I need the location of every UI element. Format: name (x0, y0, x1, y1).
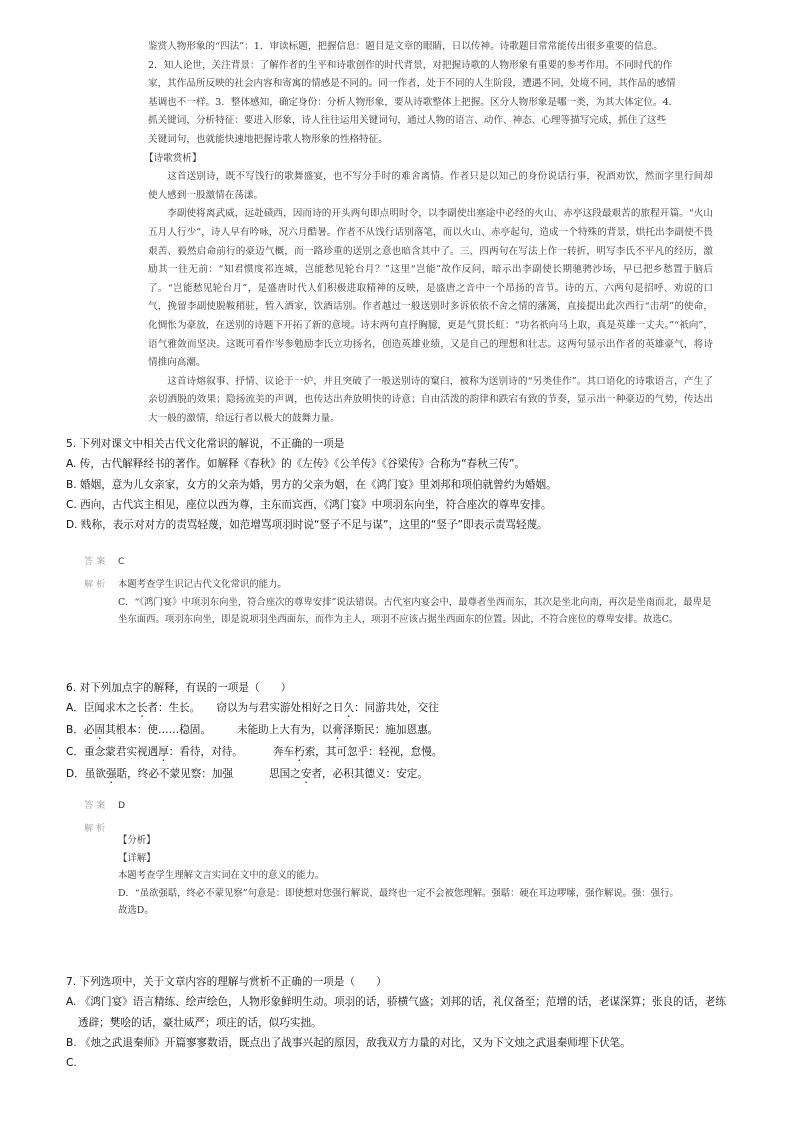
analysis-line: 基调也不一样。3．整体感知，确定身份：分析人物形象，要从诗歌整体上把握。区分人物形象是哪一类，为其大体定位。4． (148, 96, 679, 108)
option-b: B．必固其根本：使……稳固。 未能助上大有为，以膏泽斯民：施加恩惠。 (66, 724, 439, 737)
dotted-char: 强 (105, 768, 117, 781)
explanation-label: 解析 (84, 823, 109, 834)
dotted-char: 长 (136, 702, 148, 715)
dotted-char: 固 (94, 724, 106, 737)
analysis-block (144, 38, 713, 428)
question-stem: 5. 下列对课文中相关古代文化常识的解说，不正确的一项是 (66, 438, 345, 450)
option-b: B. 婚姻，意为儿女亲家，女方的父亲为婚，男方的父亲为姻，在《鸿门宴》里刘邦和项伯就曾约为婚姻。 (66, 478, 557, 491)
explanation-line: 故选D。 (118, 905, 154, 916)
option-d: D．虽欲强聒，终必不蒙见察：加强 思国之安者，必积其德义：安定。 (66, 768, 428, 781)
explanation-line: D．“虽欲强聒，终必不蒙见察”句意是：即使想对您强行解说，最终也一定不会被您理解。强聒：硬在耳边啰嗦，强作解说。强：强行。 (118, 887, 679, 899)
explanation-line: 【详解】 (118, 852, 156, 864)
answer-row-6 (84, 797, 125, 811)
answer-value: C (118, 556, 125, 567)
analysis-line: 2．知人论世，关注背景：了解作者的生平和诗歌创作的时代背景，对把握诗歌的人物形象有重要的参考作用。不同时代的作 (148, 59, 673, 71)
analysis-line: 鉴赏人物形象的“四法”：1．审读标题，把握信息：题目是文章的眼睛，日以传神。诗歌题目常常能传出很多重要的信息。 (148, 41, 663, 52)
appreciation-paragraph: 李副使将离武威，远赴碛西，因而诗的开头两句即点明时令，以李副使出塞途中必经的火山、赤亭这段最艰苦的旅程开篇。“火山五月人行少”，诗人早有吟咏，况六月酷暑。作者不从饯行话别落笔，而以火山、赤亭起句，造成一个特殊的背景，烘托出李副使不畏艰苦、毅然启命前行的豪迈气概，而一路珍重的送别之意也暗含其中了。三、四两句在写法上作一转折，明写李氏不平凡的经历，激励其一往无前：“知君惯度祁连城，岂能愁见轮台月？”这里“岂能”故作反问，暗示出李副使长期驰骋沙场，早已把乡愁置于脑后了。“岂能愁见轮台月”，是盛唐时代人们积极进取精神的反映，是盛唐之音中一个昂扬的音节。诗的五、六两句是招呼、劝说的口气，挽留李副使脱鞍稍驻，暂入酒家，饮酒话别。作者越过一般送别时多诉依依不舍之情的藩篱，直接提出此次西行“击胡”的使命，化惆怅为豪放，在送别的诗题下开拓了新的意境。诗末两句直抒胸臆，更是气贯长虹：“功名祇向马上取，真是英雄一丈夫。”“祇向”，语气雅敛而坚决。这既可看作岑参勉励李氏立功扬名，创造英雄业绩，又是自己的理想和壮志。这两句显示出作者的英雄豪气，将诗情推向高潮。 (148, 208, 713, 369)
explanation-line: 【分析】 (118, 835, 156, 846)
explanation-5 (84, 576, 724, 625)
analysis-line: 关键词句，也就能快速地把握诗歌人物形象的性格特征。 (148, 133, 388, 145)
question-stem: 7. 下列选项中，关于文章内容的理解与赏析不正确的一项是（ ） (66, 976, 387, 988)
analysis-line: 抓关键词，分析特征：要进入形象，诗人往往运用关键词句，通过人物的语言、动作、神态、心理等描写完成，抓住了这些 (148, 115, 667, 127)
option-a: A. 传，古代解释经书的著作。如解释《春秋》的《左传》《公羊传》《谷梁传》合称为“春秋三传”。 (66, 458, 526, 471)
dotted-char: 安 (300, 768, 312, 781)
appreciation-paragraph: 这首诗熔叙事、抒情、议论于一炉，并且突破了一般送别诗的窠臼，被称为送别诗的“另类佳作”。其口语化的诗歌语言，产生了亲切洒脱的效果；隐扬流美的声调，也传达出奔放明快的诗意；自由活泼的韵律和跌宕有致的节奏，显示出一种豪迈的气势，传达出大一般的激情，给远行者以极大的鼓舞力量。 (148, 375, 713, 424)
dotted-char: 厚 (158, 746, 169, 759)
option-c: C. (66, 1057, 77, 1070)
question-stem: 6. 对下列加点字的解释，有误的一项是（ ） (66, 682, 292, 694)
explanation-6 (84, 820, 724, 916)
explanation-body (118, 832, 718, 920)
dotted-char: 膏 (332, 724, 343, 737)
explanation-line: C．“《鸿门宴》中项羽东向坐，符合座次的尊卑安排”说法错误。古代室内宴会中，最尊者坐西而东，其次是坐北向南，再次是坐南而北，最卑是坐东面西。项羽东向坐，即是说项羽坐西面东，而作为主人，项羽不应该占据坐西面东的位置。因此，不符合座位的尊卑安排。故选C。 (118, 596, 712, 625)
appreciation-heading: 【诗歌赏析】 (144, 152, 202, 164)
dotted-char: 朽 (294, 746, 305, 759)
question-5 (66, 434, 726, 535)
answer-value: D (118, 800, 126, 811)
question-6 (66, 678, 726, 786)
option-c: C. 西向，古代宾主相见，座位以西为尊，主东而宾西，《鸿门宴》中项羽东向坐，符合座次的尊卑安排。 (66, 498, 552, 511)
explanation-body (118, 576, 718, 629)
explanation-label: 解析 (84, 579, 109, 590)
question-7 (66, 972, 726, 1073)
answer-label: 答案 (84, 800, 109, 811)
explanation-line: 本题考查学生理解文言实词在文中的意义的能力。 (118, 870, 325, 881)
dotted-char: 久 (343, 702, 355, 715)
option-a: A. 《鸿门宴》语言精练、绘声绘色，人物形象鲜明生动。项羽的话，骄横气盛；刘邦的话，礼仪备至；范增的话，老谋深算；张良的话，老练透辟；樊哙的话，豪壮威严；项庄的话，似巧实拙。 (66, 996, 727, 1029)
appreciation-paragraph: 这首送别诗，既不写饯行的歌舞盛宴，也不写分手时的难舍离情。作者只是以知己的身份说话行事，祝酒劝饮，然而字里行间却使人感到一股激情在荡漾。 (148, 171, 713, 201)
answer-label: 答案 (84, 556, 109, 567)
option-b: B. 《烛之武退秦师》开篇寥寥数语，既点出了战事兴起的原因，敌我双方力量的对比，又为下文烛之武退秦师埋下伏笔。 (66, 1036, 631, 1049)
option-d: D. 贱称，表示对对方的责骂轻蔑，如范增骂项羽时说“竖子不足与谋”，这里的“竖子”即表示责骂轻蔑。 (66, 519, 548, 532)
explanation-line: 本题考查学生识记古代文化常识的能力。 (118, 579, 287, 590)
option-c: C．重念蒙君实视遇厚：看待，对待。 奔车朽索，其可忽乎：轻视，怠慢。 (66, 746, 443, 759)
answer-row-5 (84, 553, 124, 567)
analysis-line: 家，其作品所反映的社会内容和寄寓的情感是不同的。同一作者，处于不同的人生阶段，遭遇不同，处境不同，其作品的感情 (148, 78, 676, 90)
option-a: A．臣闻求木之长者：生长。 窃以为与君实游处相好之日久：同游共处，交往 (66, 702, 439, 715)
